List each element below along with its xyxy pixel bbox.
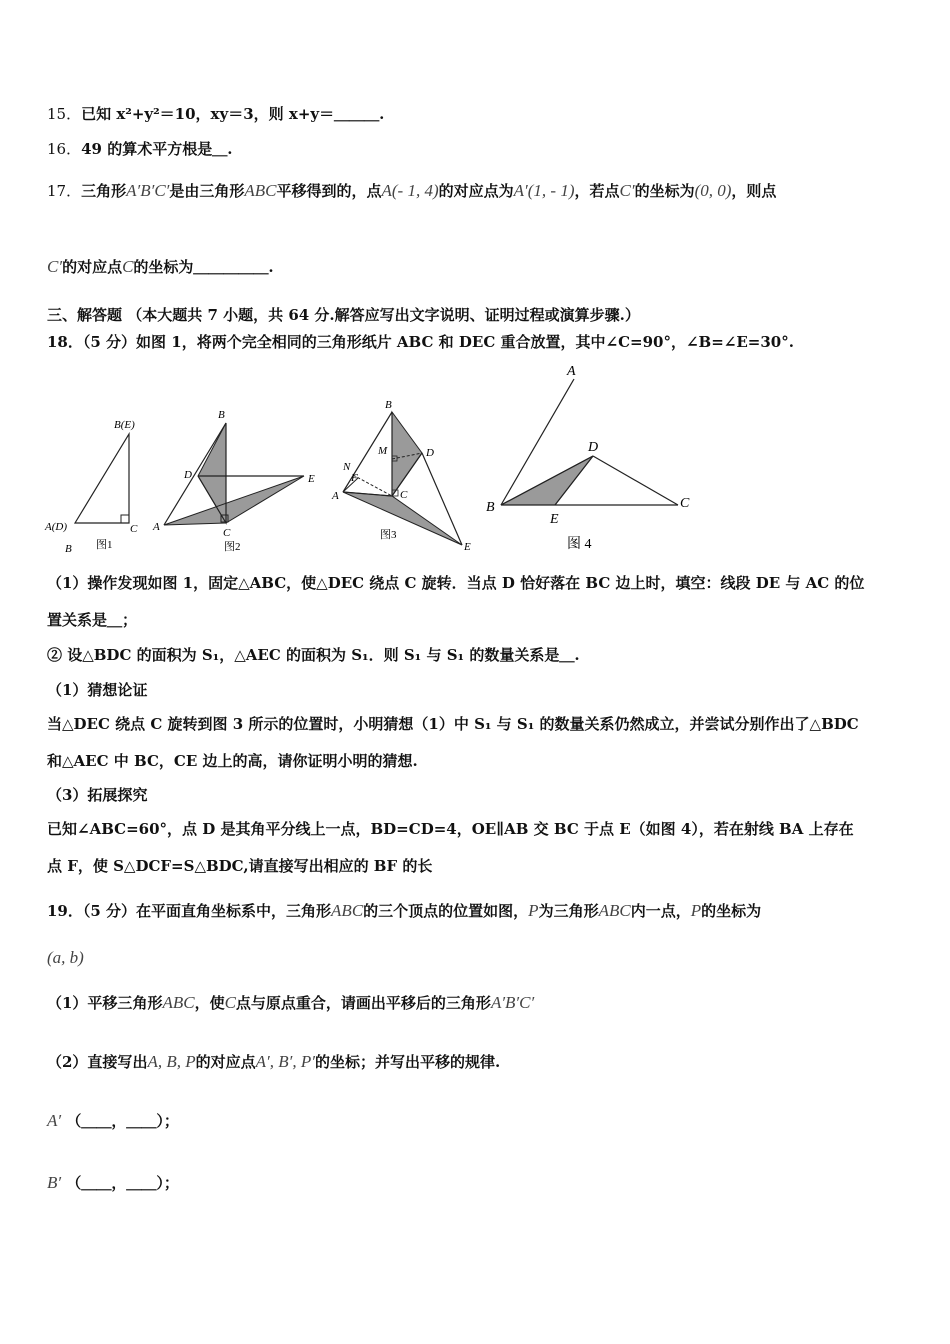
fig4-label-d: D — [588, 440, 599, 455]
q18-line-6: 和△AEC 中 BC，CE 边上的高，请你证明小明的猜想. — [47, 752, 418, 770]
q19-text: ，使 — [194, 994, 225, 1012]
fig4-label-e: E — [550, 512, 559, 527]
q17-math: C — [122, 257, 134, 276]
q18-line-5: 当△DEC 绕点 C 旋转到图 3 所示的位置时，小明猜想（1）中 S₁ 与 S₁ 的数量关系仍然成立，并尝试分别作出了△BDC — [47, 715, 859, 733]
question-15-number: 15． — [47, 105, 82, 123]
q19-text: 的三个顶点的位置如图， — [363, 902, 529, 920]
fig2-caption: 图2 — [224, 541, 241, 553]
question-19-answer-a — [47, 1110, 179, 1131]
fig3-label-e: E — [464, 541, 471, 553]
question-17-line2 — [47, 256, 274, 277]
q18-line-8: 已知∠ABC=60°，点 D 是其角平分线上一点，BD=CD=4，OE∥AB 交 BC 于点 E（如图 4），若在射线 BA 上存在 — [47, 820, 854, 838]
q17-text: 的对应点 — [62, 258, 123, 276]
q17-math: (0, 0) — [694, 181, 732, 200]
fig2-label-d: D — [184, 469, 192, 481]
q19-answer-b-label: B′ — [47, 1173, 62, 1192]
q17-text: 平移得到的，点 — [276, 182, 382, 200]
q18-line-3: ② 设△BDC 的面积为 S₁，△AEC 的面积为 S₁．则 S₁ 与 S₁ 的数量关系是＿. — [47, 646, 580, 664]
q19-text: 点与原点重合，请画出平移后的三角形 — [235, 994, 491, 1012]
fig2-label-e: E — [308, 473, 315, 485]
figure-2 — [152, 409, 315, 553]
question-19-sub1 — [47, 992, 534, 1013]
question-18-intro: 18．（5 分）如图 1，将两个完全相同的三角形纸片 ABC 和 DEC 重合放置，其中∠C=90°，∠B=∠E=30°. — [47, 333, 794, 351]
fig1-label-c: C — [130, 523, 138, 535]
question-19-line1 — [47, 900, 761, 921]
fig1-label-b2: B — [65, 543, 72, 555]
q19-math: ABC — [598, 901, 631, 920]
q17-math: C′ — [619, 181, 635, 200]
q19-math: C — [224, 993, 236, 1012]
question-15-text: 已知 x²+y²＝10，xy＝3，则 x+y＝＿＿＿. — [81, 105, 385, 123]
figure-4 — [486, 364, 690, 552]
q19-math: A′, B′, P′ — [255, 1052, 315, 1071]
q17-text: 三角形 — [81, 182, 127, 200]
fig2-label-b: B — [218, 409, 225, 421]
q19-math: A′B′C′ — [490, 993, 535, 1012]
q19-answer-a-label: A′ — [47, 1111, 62, 1130]
q19-text: 内一点， — [630, 902, 691, 920]
q18-line-9: 点 F，使 S△DCF=S△BDC,请直接写出相应的 BF 的长 — [47, 857, 433, 875]
fig3-label-b: B — [385, 399, 392, 411]
fig3-label-a: A — [332, 490, 339, 502]
figures-row — [40, 360, 720, 560]
question-19-answer-b — [47, 1172, 179, 1193]
q17-math: A′(1, - 1) — [513, 181, 575, 200]
question-16 — [47, 138, 232, 159]
q17-math: ABC — [244, 181, 277, 200]
fig3-label-n: N — [343, 461, 351, 473]
q17-math: A(- 1, 4) — [381, 181, 439, 200]
fig2-label-a: A — [153, 521, 160, 533]
q19-text: 为三角形 — [538, 902, 599, 920]
q19-math: A, B, P — [147, 1052, 196, 1071]
q18-line-1: （1）操作发现如图 1，固定△ABC，使△DEC 绕点 C 旋转．当点 D 恰好落在 BC 边上时，填空：线段 DE 与 AC 的位 — [47, 574, 865, 592]
fig3-label-m: M — [378, 445, 388, 457]
q19-math: P — [690, 901, 702, 920]
q17-text: ，则点 — [731, 182, 777, 200]
q17-text: 的坐标为 — [634, 182, 695, 200]
q18-line-2: 置关系是＿； — [47, 611, 138, 629]
fig4-caption: 图 4 — [567, 537, 592, 552]
q19-math: P — [528, 901, 539, 920]
q18-line-4: （1）猜想论证 — [47, 681, 148, 699]
fig3-label-d: D — [426, 447, 434, 459]
fig1-triangle — [75, 434, 129, 523]
fig4-label-a: A — [567, 364, 576, 379]
figure-3 — [331, 399, 471, 553]
figure-1 — [44, 419, 138, 555]
fig1-label-be: B(E) — [114, 419, 135, 431]
q19-text: （2）直接写出 — [47, 1053, 148, 1071]
q19-text: 的坐标为 — [701, 902, 762, 920]
question-16-number: 16． — [47, 140, 82, 158]
fig1-caption: 图1 — [96, 539, 113, 551]
question-17-line1 — [47, 180, 776, 201]
question-15 — [47, 103, 384, 124]
fig4-label-b: B — [486, 500, 495, 515]
q17-text: 是由三角形 — [169, 182, 245, 200]
question-19-line2 — [47, 948, 84, 968]
fig3-label-c: C — [400, 489, 408, 501]
q19-answer-a-blank: （＿＿，＿＿）； — [66, 1112, 179, 1130]
q19-text: 的坐标；并写出平移的规律. — [314, 1053, 501, 1071]
q17-text: 的坐标为＿＿＿＿＿. — [133, 258, 274, 276]
fig4-label-c: C — [680, 496, 690, 511]
q17-math: C′ — [47, 257, 63, 276]
fig4-edge-dc — [593, 456, 678, 505]
question-17-number: 17． — [47, 182, 82, 200]
fig1-right-angle — [121, 515, 129, 523]
q19-math: (a, b) — [47, 948, 84, 967]
question-19-sub2 — [47, 1051, 500, 1072]
fig3-caption: 图3 — [380, 529, 397, 541]
q19-text: 的对应点 — [195, 1053, 256, 1071]
fig1-label-ad: A(D) — [45, 521, 67, 533]
q18-line-7: （3）拓展探究 — [47, 786, 148, 804]
q19-answer-b-blank: （＿＿，＿＿）； — [66, 1174, 179, 1192]
fig2-shaded-aec — [164, 476, 304, 525]
section-3-heading: 三、解答题 （本大题共 7 小题，共 64 分.解答应写出文字说明、证明过程或演算步骤.） — [47, 306, 640, 324]
q17-text: ，若点 — [574, 182, 620, 200]
q19-math: ABC — [331, 901, 364, 920]
q19-math: ABC — [162, 993, 195, 1012]
q19-text: 19．（5 分）在平面直角坐标系中，三角形 — [47, 902, 332, 920]
q17-text: 的对应点为 — [438, 182, 514, 200]
question-16-text: 49 的算术平方根是＿. — [81, 140, 233, 158]
fig2-label-c: C — [223, 527, 231, 539]
q17-math: A′B′C′ — [126, 181, 170, 200]
q19-text: （1）平移三角形 — [47, 994, 163, 1012]
fig3-label-f: F — [351, 472, 358, 484]
